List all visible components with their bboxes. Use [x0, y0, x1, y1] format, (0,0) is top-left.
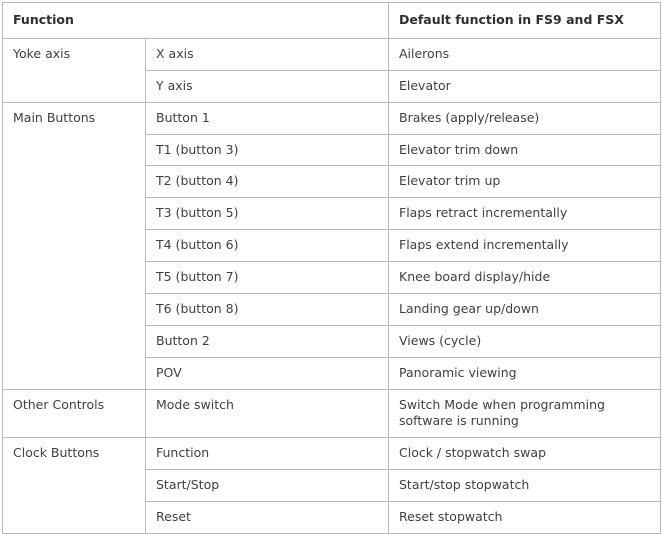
row-control-t1: T1 (button 3) [146, 134, 389, 166]
row-control-y-axis: Y axis [146, 70, 389, 102]
table-header [3, 3, 661, 39]
table-row [3, 102, 661, 134]
row-default-t6: Landing gear up/down [389, 293, 661, 325]
row-group-other-controls: Other Controls [3, 389, 146, 438]
row-control-t6: T6 (button 8) [146, 293, 389, 325]
row-control-t4: T4 (button 6) [146, 230, 389, 262]
row-control-pov: POV [146, 357, 389, 389]
row-control-function: Function [146, 438, 389, 470]
row-default-mode-switch: Switch Mode when programming software is running [389, 389, 661, 438]
row-group-main-buttons: Main Buttons [3, 102, 146, 389]
row-control-start-stop: Start/Stop [146, 470, 389, 502]
row-default-function: Clock / stopwatch swap [389, 438, 661, 470]
row-group-yoke-axis: Yoke axis [3, 38, 146, 102]
column-header-default-function: Default function in FS9 and FSX [389, 3, 661, 39]
row-default-button-2: Views (cycle) [389, 325, 661, 357]
row-default-t5: Knee board display/hide [389, 262, 661, 294]
table-row [3, 438, 661, 470]
row-default-x-axis: Ailerons [389, 38, 661, 70]
row-default-start-stop: Start/stop stopwatch [389, 470, 661, 502]
column-header-function: Function [3, 3, 389, 39]
row-control-x-axis: X axis [146, 38, 389, 70]
row-default-t1: Elevator trim down [389, 134, 661, 166]
row-control-t2: T2 (button 4) [146, 166, 389, 198]
table-body [3, 38, 661, 533]
row-group-clock-buttons: Clock Buttons [3, 438, 146, 534]
spec-table-container [0, 2, 662, 524]
row-default-button-1: Brakes (apply/release) [389, 102, 661, 134]
row-default-t3: Flaps retract incrementally [389, 198, 661, 230]
table-row [3, 38, 661, 70]
row-control-t3: T3 (button 5) [146, 198, 389, 230]
row-default-t2: Elevator trim up [389, 166, 661, 198]
row-default-pov: Panoramic viewing [389, 357, 661, 389]
table-header-row [3, 3, 661, 39]
row-control-button-1: Button 1 [146, 102, 389, 134]
table-row [3, 389, 661, 438]
row-control-t5: T5 (button 7) [146, 262, 389, 294]
row-control-button-2: Button 2 [146, 325, 389, 357]
row-control-reset: Reset [146, 502, 389, 534]
row-default-y-axis: Elevator [389, 70, 661, 102]
row-default-t4: Flaps extend incrementally [389, 230, 661, 262]
default-functions-table [2, 2, 661, 534]
row-default-reset: Reset stopwatch [389, 502, 661, 534]
row-control-mode-switch: Mode switch [146, 389, 389, 438]
